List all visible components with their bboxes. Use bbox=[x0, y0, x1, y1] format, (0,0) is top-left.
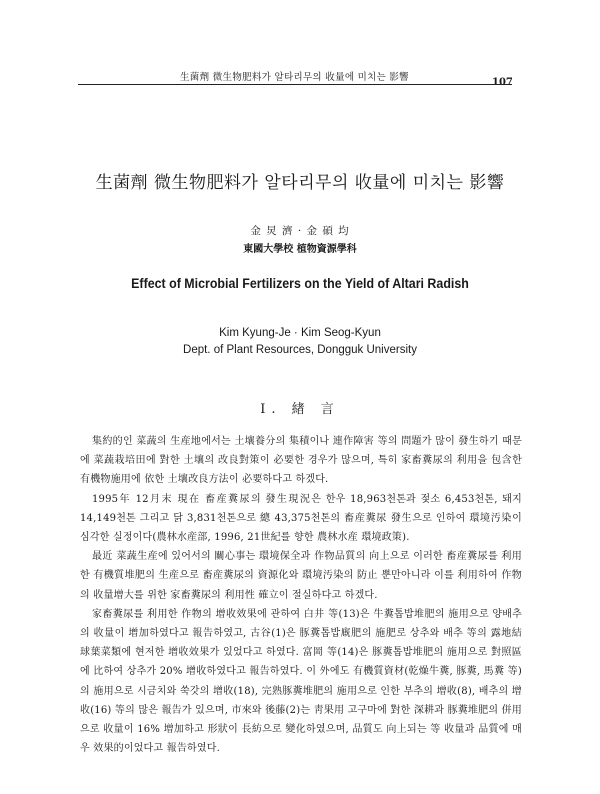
paragraph: 集約的인 菜蔬의 生産地에서는 土壤養分의 集積이나 連作障害 等의 問題가 많이 發生하기 때문에 菜蔬栽培田에 對한 土壤의 改良對策이 必要한 경우가 많으며, 특히 家畜糞尿의 利用을 包含한 有機物施用에 依한 土壤改良方法이 必要하다고 하겠다. bbox=[80, 436, 522, 486]
header-rule bbox=[78, 84, 512, 85]
title-english: Effect of Microbial Fertilizers on the Yield of Altari Radish bbox=[131, 276, 469, 291]
affiliation-english: Dept. of Plant Resources, Dongguk University bbox=[183, 344, 417, 356]
paragraph: 最近 菜蔬生産에 있어서의 關心事는 環境保全과 作物品質의 向上으로 이러한 畜産糞尿를 利用한 有機質堆肥의 生産으로 畜産糞尿의 資源化와 環境汚染의 防止 뿐만아니라 이를 利用하여 作物의 收量增大를 위한 家畜糞尿의 利用性 確立이 절실하다고 하겠다. bbox=[80, 551, 522, 601]
authors-korean: 金 炅 濟 · 金 碩 均 bbox=[250, 225, 350, 237]
authors-english: Kim Kyung-Je · Kim Seog-Kyun bbox=[219, 327, 381, 339]
paragraph: 家畜糞尿를 利用한 作物의 增收效果에 관하여 白井 等(13)은 牛糞톱밥堆肥의 施用으로 양배추의 收量이 增加하였다고 報告하였고, 古谷(1)은 豚糞톱밥廐肥의 施肥로 상추와 배추 等의 露地結球葉菜類에 현저한 增收效果가 있었다고 하였다. 富岡 等(14)은 豚糞톱밥堆肥의 施用으로 對照區에 比하여 상추가 20% 增收하였다고 報告하였다. 이 外에도 有機質資材(乾燥牛糞, 豚糞, 馬糞 等)의 施用으로 시금치와 쑥갓의 增收(18), 完熟豚糞堆肥의 施用으로 인한 부추의 增收(8), 배추의 增收(16) 等의 많은 報告가 있으며, 市來와 後藤(2)는 靑果用 고구마에 對한 深耕과 豚糞堆肥의 併用으로 收量이 16% 增加하고 形狀이 長紡으로 變化하였으며, 品質도 向上되는 等 收量과 品質에 매우 效果的이었다고 報告하였다. bbox=[80, 608, 522, 755]
paragraph: 1995年 12月末 現在 畜産糞尿의 發生現況은 한우 18,963천톤과 젖소 6,453천톤, 돼지 14,149천톤 그리고 닭 3,831천톤으로 總 43,375천톤의 畜産糞尿 發生으로 인하여 環境汚染이 심각한 실정이다(農林水産部, 1996, 21世紀를 향한 農林水産 環境政策). bbox=[80, 493, 522, 544]
affiliation-korean: 東國大學校 植物資源學科 bbox=[243, 244, 357, 255]
running-head: 生菌劑 微生物肥料가 알타리무의 收量에 미치는 影響 bbox=[180, 72, 409, 83]
page-number: 107 bbox=[492, 77, 513, 88]
body-text bbox=[80, 432, 522, 758]
title-korean: 生菌劑 微生物肥料가 알타리무의 收量에 미치는 影響 bbox=[95, 173, 505, 193]
section-heading: I. 緖 言 bbox=[260, 402, 340, 417]
